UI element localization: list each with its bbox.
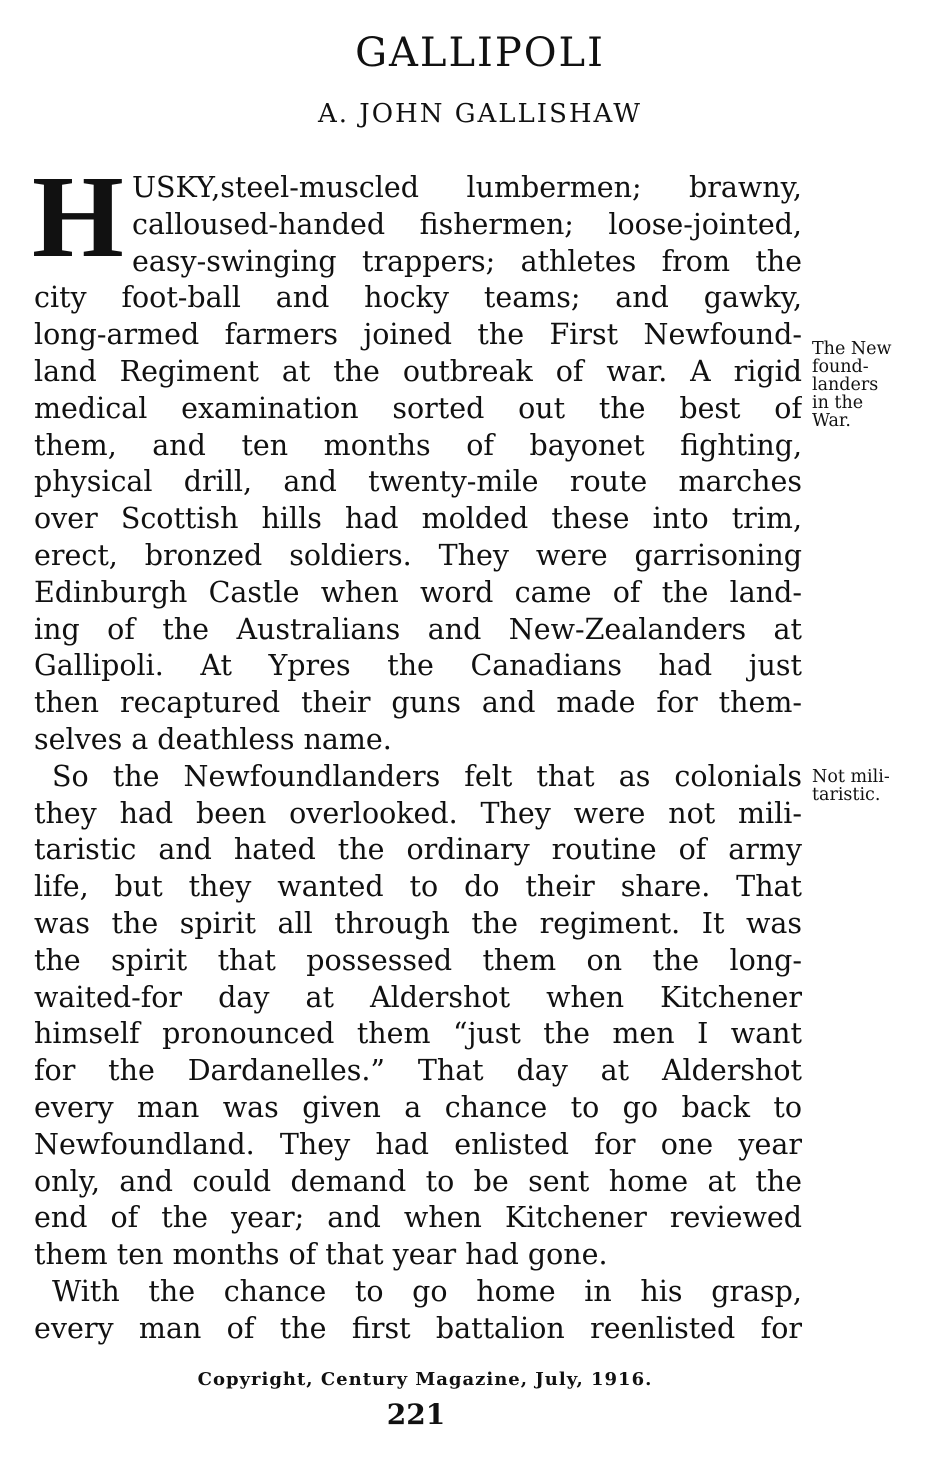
text-line: they had been overlooked. They were not mili- bbox=[34, 796, 802, 830]
text-line: easy-swinging trappers; athletes from the bbox=[132, 244, 802, 278]
text-line: over Scottish hills had molded these into trim, bbox=[34, 502, 802, 536]
body-text bbox=[32, 151, 802, 1348]
margin-note-line: War. bbox=[812, 411, 851, 431]
text-line: city foot-ball and hocky teams; and gawky, bbox=[34, 281, 802, 315]
margin-note-line: landers bbox=[812, 375, 879, 395]
text-line: medical examination sorted out the best of bbox=[34, 391, 802, 425]
text-line: life, but they wanted to do their share. That bbox=[34, 870, 802, 904]
text-line: taristic and hated the ordinary routine of army bbox=[34, 833, 802, 867]
text-line: them ten months of that year had gone. bbox=[34, 1238, 608, 1272]
text-line: Newfoundland. They had enlisted for one year bbox=[34, 1127, 802, 1161]
text-line: end of the year; and when Kitchener reviewed bbox=[34, 1201, 802, 1235]
text-line: waited-for day at Aldershot when Kitchener bbox=[34, 980, 802, 1014]
margin-note-line: found- bbox=[812, 357, 869, 377]
text-line: only, and could demand to be sent home at the bbox=[34, 1164, 802, 1198]
copyright-notice: Copyright, Century Magazine, July, 1916. bbox=[197, 1369, 653, 1390]
page-number: 221 bbox=[386, 1398, 446, 1431]
text-line: them, and ten months of bayonet fighting, bbox=[34, 428, 802, 462]
text-line: long-armed farmers joined the First Newfound- bbox=[34, 318, 802, 352]
text-line: Edinburgh Castle when word came of the land- bbox=[34, 575, 802, 609]
text-line: erect, bronzed soldiers. They were garrisoning bbox=[34, 538, 802, 572]
text-line: selves a deathless name. bbox=[34, 722, 392, 756]
text-line: calloused-handed fishermen; loose-jointed, bbox=[132, 207, 802, 241]
margin-note-not-militaristic bbox=[812, 768, 932, 804]
text-line: physical drill, and twenty-mile route marches bbox=[34, 465, 802, 499]
text-line: then recaptured their guns and made for them- bbox=[34, 686, 802, 720]
margin-note-newfoundlanders bbox=[812, 340, 932, 430]
text-line: So the Newfoundlanders felt that as colonials bbox=[52, 759, 802, 793]
drop-cap: H bbox=[32, 151, 124, 282]
text-line: was the spirit all through the regiment. It was bbox=[34, 906, 802, 940]
text-line: every man was given a chance to go back to bbox=[34, 1090, 802, 1124]
text-line: for the Dardanelles.” That day at Aldershot bbox=[34, 1054, 802, 1088]
margin-note-line: taristic. bbox=[812, 785, 881, 805]
text-line: land Regiment at the outbreak of war. A rigid bbox=[34, 354, 802, 388]
margin-note-line: Not mili- bbox=[812, 767, 890, 787]
text-line: himself pronounced them “just the men I want bbox=[34, 1017, 802, 1051]
page-title: GALLIPOLI bbox=[355, 30, 605, 76]
text-line: USKY,steel-muscled lumbermen; brawny, bbox=[132, 171, 802, 204]
text-line: Gallipoli. At Ypres the Canadians had just bbox=[34, 649, 802, 683]
margin-note-line: The New bbox=[812, 339, 892, 359]
margin-note-line: in the bbox=[812, 393, 864, 413]
text-line: With the chance to go home in his grasp, bbox=[52, 1274, 802, 1308]
text-line: every man of the first battalion reenlisted for bbox=[34, 1311, 802, 1345]
author-name: A. JOHN GALLISHAW bbox=[317, 99, 642, 129]
text-line: the spirit that possessed them on the long- bbox=[34, 943, 802, 977]
text-line: ing of the Australians and New-Zealanders at bbox=[34, 612, 802, 646]
